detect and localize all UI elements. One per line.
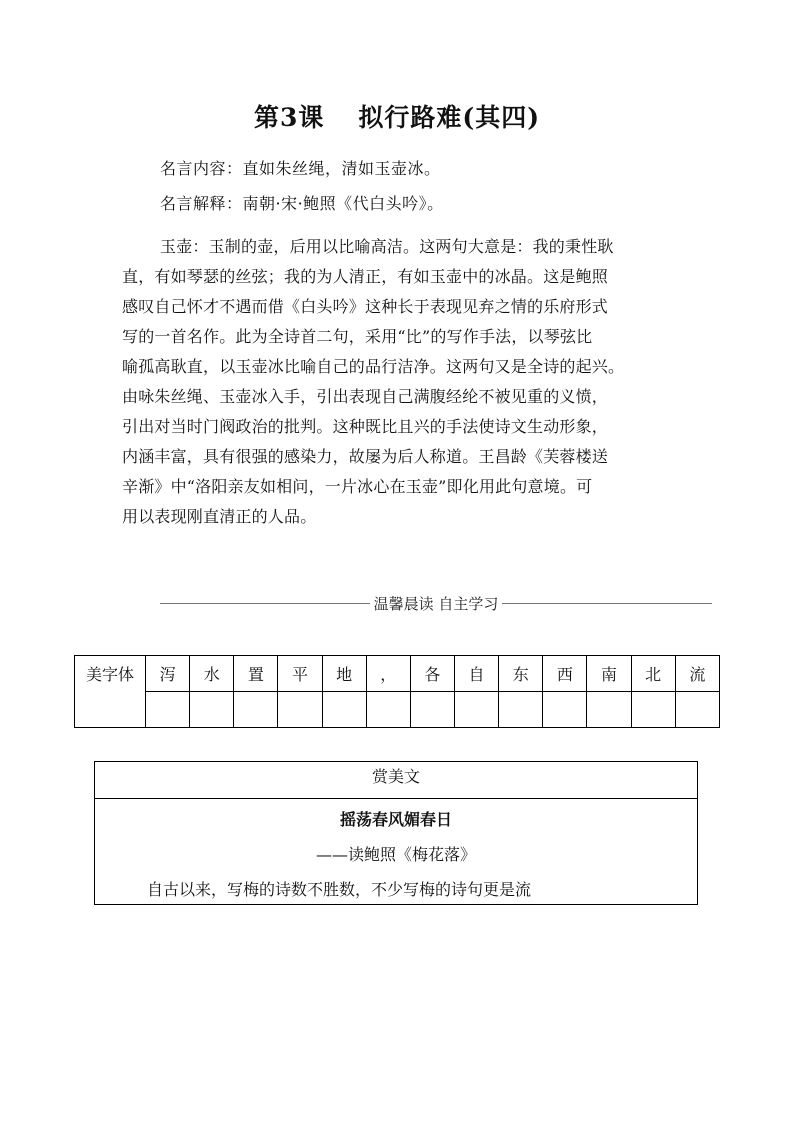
practice-header-cell: 美字体	[75, 656, 146, 728]
character-cell: 地	[322, 656, 366, 692]
writing-cell[interactable]	[234, 692, 278, 728]
writing-cell[interactable]	[454, 692, 498, 728]
writing-cell[interactable]	[366, 692, 410, 728]
writing-cell[interactable]	[631, 692, 675, 728]
character-cell: 北	[631, 656, 675, 692]
writing-cell[interactable]	[499, 692, 543, 728]
divider-rule-left	[160, 603, 370, 604]
writing-row	[75, 692, 720, 728]
writing-cell[interactable]	[587, 692, 631, 728]
paragraph-line: 喻孤高耿直，以玉壶冰比喻自己的品行洁净。这两句又是全诗的起兴。	[122, 357, 625, 376]
writing-cell[interactable]	[278, 692, 322, 728]
paragraph-line: 玉壶：玉制的壶，后用以比喻高洁。这两句大意是：我的秉性耿	[160, 237, 614, 256]
source-line: 名言解释：南朝·宋·鲍照《代白头吟》。	[160, 194, 444, 213]
character-cell: 平	[278, 656, 322, 692]
character-row	[75, 656, 720, 692]
divider-label: 温馨晨读 自主学习	[373, 594, 499, 613]
lesson-poem-title: 拟行路难(其四)	[358, 103, 541, 132]
essay-subtitle: ——读鲍照《梅花落》	[315, 845, 476, 864]
paragraph-line: 直，有如琴瑟的丝弦；我的为人清正，有如玉壶中的冰晶。这是鲍照	[122, 267, 609, 286]
character-cell: 西	[543, 656, 587, 692]
character-cell: 流	[675, 656, 719, 692]
appreciation-heading: 赏美文	[95, 762, 697, 799]
paragraph-line: 用以表现刚直清正的人品。	[122, 507, 317, 526]
character-cell: 泻	[146, 656, 190, 692]
paragraph-line: 写的一首名作。此为全诗首二句，采用“比”的写作手法，以琴弦比	[122, 327, 593, 346]
character-cell: 置	[234, 656, 278, 692]
writing-cell[interactable]	[146, 692, 190, 728]
paragraph-line: 内涵丰富，具有很强的感染力，故屡为后人称道。王昌龄《芙蓉楼送	[122, 447, 609, 466]
character-cell: ，	[366, 656, 410, 692]
essay-title: 摇荡春风媚春日	[339, 810, 452, 829]
appreciation-box	[94, 761, 698, 905]
writing-cell[interactable]	[543, 692, 587, 728]
character-cell: 东	[499, 656, 543, 692]
lesson-number: 第3课	[253, 103, 325, 132]
section-divider	[160, 593, 712, 613]
essay-text: 自古以来，写梅的诗数不胜数，不少写梅的诗句更是流	[147, 880, 532, 899]
writing-cell[interactable]	[675, 692, 719, 728]
writing-cell[interactable]	[322, 692, 366, 728]
writing-cell[interactable]	[190, 692, 234, 728]
calligraphy-practice-table	[74, 655, 720, 728]
paragraph-line: 辛渐》中“洛阳亲友如相问，一片冰心在玉壶”即化用此句意境。可	[122, 477, 593, 496]
divider-rule-right	[502, 603, 712, 604]
quote-line: 名言内容：直如朱丝绳，清如玉壶冰。	[160, 159, 441, 178]
writing-cell[interactable]	[410, 692, 454, 728]
lesson-title	[0, 98, 794, 134]
character-cell: 南	[587, 656, 631, 692]
character-cell: 各	[410, 656, 454, 692]
paragraph-line: 感叹自己怀才不遇而借《白头吟》这种长于表现见弃之情的乐府形式	[122, 297, 609, 316]
paragraph-line: 由咏朱丝绳、玉壶冰入手，引出表现自己满腹经纶不被见重的义愤，	[122, 387, 609, 406]
character-cell: 自	[454, 656, 498, 692]
explanation-paragraph	[122, 232, 680, 532]
paragraph-line: 引出对当时门阀政治的批判。这种既比且兴的手法使诗文生动形象，	[122, 417, 609, 436]
character-cell: 水	[190, 656, 234, 692]
